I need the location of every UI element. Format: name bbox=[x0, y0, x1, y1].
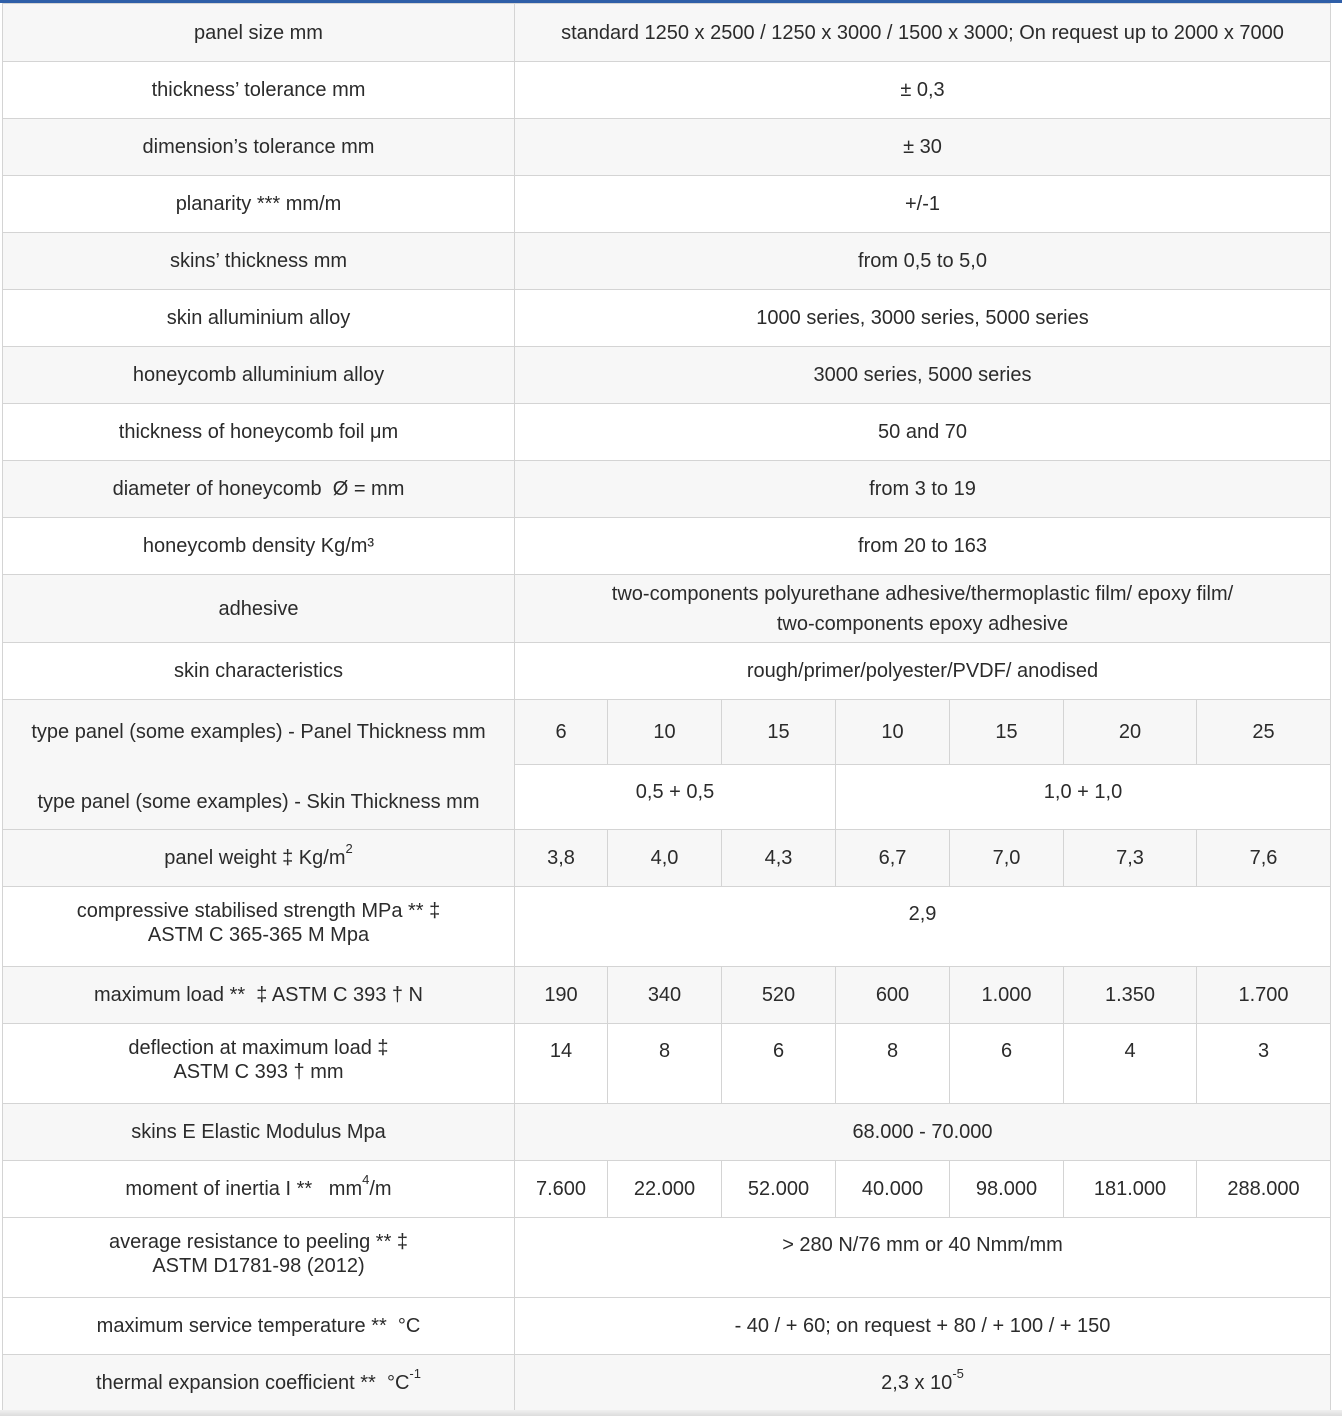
table-cell: 15 bbox=[950, 700, 1064, 765]
table-cell: 15 bbox=[722, 700, 836, 765]
row-label: type panel (some examples) - Panel Thickness mm bbox=[3, 700, 515, 765]
table-cell: 52.000 bbox=[722, 1161, 836, 1218]
bottom-shadow bbox=[0, 1410, 1342, 1416]
value-superscript: -5 bbox=[952, 1366, 964, 1382]
table-row-skin-characteristics bbox=[3, 643, 1331, 700]
row-label: skins E Elastic Modulus Mpa bbox=[3, 1104, 515, 1161]
row-value: 2,9 bbox=[515, 887, 1331, 967]
row-value: from 20 to 163 bbox=[515, 518, 1331, 575]
table-row-honeycomb-diameter bbox=[3, 461, 1331, 518]
row-label: skins’ thickness mm bbox=[3, 233, 515, 290]
row-label: adhesive bbox=[3, 575, 515, 643]
table-row-dimension-tolerance bbox=[3, 119, 1331, 176]
row-label bbox=[3, 1024, 515, 1104]
table-cell: 10 bbox=[608, 700, 722, 765]
row-label: skin characteristics bbox=[3, 643, 515, 700]
row-label bbox=[3, 830, 515, 887]
label-line-2: ASTM C 365-365 M Mpa bbox=[147, 924, 370, 946]
table-cell: 4,0 bbox=[608, 830, 722, 887]
table-row-thermal-expansion bbox=[3, 1355, 1331, 1412]
table-cell: 3 bbox=[1197, 1024, 1331, 1104]
row-value: from 0,5 to 5,0 bbox=[515, 233, 1331, 290]
row-value: from 3 to 19 bbox=[515, 461, 1331, 518]
row-value: - 40 / + 60; on request + 80 / + 100 / + 150 bbox=[515, 1298, 1331, 1355]
label-line-2: ASTM D1781-98 (2012) bbox=[152, 1255, 365, 1277]
table-cell: 25 bbox=[1197, 700, 1331, 765]
table-cell: 14 bbox=[515, 1024, 608, 1104]
row-label bbox=[3, 1218, 515, 1298]
table-cell: 340 bbox=[608, 967, 722, 1024]
row-label: diameter of honeycomb Ø = mm bbox=[3, 461, 515, 518]
row-value: ± 30 bbox=[515, 119, 1331, 176]
specifications-table bbox=[2, 3, 1331, 1412]
table-cell: 7,3 bbox=[1064, 830, 1197, 887]
row-label: skin alluminium alloy bbox=[3, 290, 515, 347]
row-value: ± 0,3 bbox=[515, 62, 1331, 119]
table-cell: 0,5 + 0,5 bbox=[515, 765, 836, 830]
adhesive-line-1: two-components polyurethane adhesive/thermoplastic film/ epoxy film/ bbox=[611, 582, 1234, 605]
table-row-maximum-load bbox=[3, 967, 1331, 1024]
table-row-adhesive bbox=[3, 575, 1331, 643]
label-suffix: /m bbox=[369, 1178, 392, 1200]
label-superscript: 2 bbox=[345, 841, 353, 857]
table-cell: 1.000 bbox=[950, 967, 1064, 1024]
row-label bbox=[3, 887, 515, 967]
table-row-moment-inertia bbox=[3, 1161, 1331, 1218]
row-label: honeycomb density Kg/m³ bbox=[3, 518, 515, 575]
table-cell: 4,3 bbox=[722, 830, 836, 887]
table-cell: 8 bbox=[836, 1024, 950, 1104]
row-label: type panel (some examples) - Skin Thickness mm bbox=[3, 765, 515, 830]
label-superscript: 4 bbox=[362, 1172, 370, 1188]
row-label: maximum service temperature ** °C bbox=[3, 1298, 515, 1355]
row-label: dimension’s tolerance mm bbox=[3, 119, 515, 176]
table-row-peeling bbox=[3, 1218, 1331, 1298]
row-value bbox=[515, 1355, 1331, 1412]
table-row-honeycomb-density bbox=[3, 518, 1331, 575]
table-row-honeycomb-alloy bbox=[3, 347, 1331, 404]
label-text: panel weight ‡ Kg/m bbox=[164, 847, 346, 869]
label-superscript: -1 bbox=[409, 1366, 421, 1382]
label-text: thermal expansion coefficient ** °C bbox=[96, 1372, 410, 1394]
row-value: +/-1 bbox=[515, 176, 1331, 233]
row-label: thickness of honeycomb foil μm bbox=[3, 404, 515, 461]
table-row-elastic-modulus bbox=[3, 1104, 1331, 1161]
row-value: 50 and 70 bbox=[515, 404, 1331, 461]
value-text: 2,3 x 10 bbox=[881, 1372, 953, 1394]
label-line-1: average resistance to peeling ** ‡ bbox=[108, 1231, 409, 1253]
right-edge bbox=[1332, 3, 1342, 1410]
table-cell: 7.600 bbox=[515, 1161, 608, 1218]
row-value: 1000 series, 3000 series, 5000 series bbox=[515, 290, 1331, 347]
table-cell: 520 bbox=[722, 967, 836, 1024]
table-cell: 4 bbox=[1064, 1024, 1197, 1104]
table-cell: 6,7 bbox=[836, 830, 950, 887]
table-cell: 8 bbox=[608, 1024, 722, 1104]
table-cell: 6 bbox=[950, 1024, 1064, 1104]
row-value bbox=[515, 575, 1331, 643]
row-label: honeycomb alluminium alloy bbox=[3, 347, 515, 404]
table-cell: 600 bbox=[836, 967, 950, 1024]
table-row-panel-size bbox=[3, 4, 1331, 62]
table-cell: 190 bbox=[515, 967, 608, 1024]
label-text: moment of inertia I ** mm bbox=[125, 1178, 363, 1200]
row-label bbox=[3, 1161, 515, 1218]
table-row-foil-thickness bbox=[3, 404, 1331, 461]
table-row-skin-alloy bbox=[3, 290, 1331, 347]
row-label: maximum load ** ‡ ASTM C 393 † N bbox=[3, 967, 515, 1024]
table-cell: 3,8 bbox=[515, 830, 608, 887]
table-cell: 1.350 bbox=[1064, 967, 1197, 1024]
table-cell: 6 bbox=[515, 700, 608, 765]
row-label: planarity *** mm/m bbox=[3, 176, 515, 233]
table-row-skin-thickness bbox=[3, 765, 1331, 830]
label-line-1: deflection at maximum load ‡ bbox=[128, 1037, 389, 1059]
table-row-planarity bbox=[3, 176, 1331, 233]
table-cell: 1.700 bbox=[1197, 967, 1331, 1024]
row-value: > 280 N/76 mm or 40 Nmm/mm bbox=[515, 1218, 1331, 1298]
table-cell: 6 bbox=[722, 1024, 836, 1104]
table-cell: 22.000 bbox=[608, 1161, 722, 1218]
table-cell: 7,0 bbox=[950, 830, 1064, 887]
table-row-deflection bbox=[3, 1024, 1331, 1104]
table-cell: 98.000 bbox=[950, 1161, 1064, 1218]
table-row-thickness-tolerance bbox=[3, 62, 1331, 119]
table-cell: 40.000 bbox=[836, 1161, 950, 1218]
row-value: 3000 series, 5000 series bbox=[515, 347, 1331, 404]
row-value: 68.000 - 70.000 bbox=[515, 1104, 1331, 1161]
row-label bbox=[3, 1355, 515, 1412]
table-row-service-temperature bbox=[3, 1298, 1331, 1355]
row-label: panel size mm bbox=[3, 4, 515, 62]
row-value: standard 1250 x 2500 / 1250 x 3000 / 1500 x 3000; On request up to 2000 x 7000 bbox=[515, 4, 1331, 62]
table-row-panel-weight bbox=[3, 830, 1331, 887]
table-cell: 10 bbox=[836, 700, 950, 765]
table-cell: 181.000 bbox=[1064, 1161, 1197, 1218]
table-row-skins-thickness bbox=[3, 233, 1331, 290]
table-cell: 1,0 + 1,0 bbox=[836, 765, 1331, 830]
table-row-panel-thickness bbox=[3, 700, 1331, 765]
table-cell: 288.000 bbox=[1197, 1161, 1331, 1218]
row-value: rough/primer/polyester/PVDF/ anodised bbox=[515, 643, 1331, 700]
table-cell: 20 bbox=[1064, 700, 1197, 765]
table-cell: 7,6 bbox=[1197, 830, 1331, 887]
table-row-compressive-strength bbox=[3, 887, 1331, 967]
row-label: thickness’ tolerance mm bbox=[3, 62, 515, 119]
adhesive-line-2: two-components epoxy adhesive bbox=[776, 612, 1069, 635]
label-line-2: ASTM C 393 † mm bbox=[173, 1061, 344, 1083]
label-line-1: compressive stabilised strength MPa ** ‡ bbox=[76, 900, 441, 922]
